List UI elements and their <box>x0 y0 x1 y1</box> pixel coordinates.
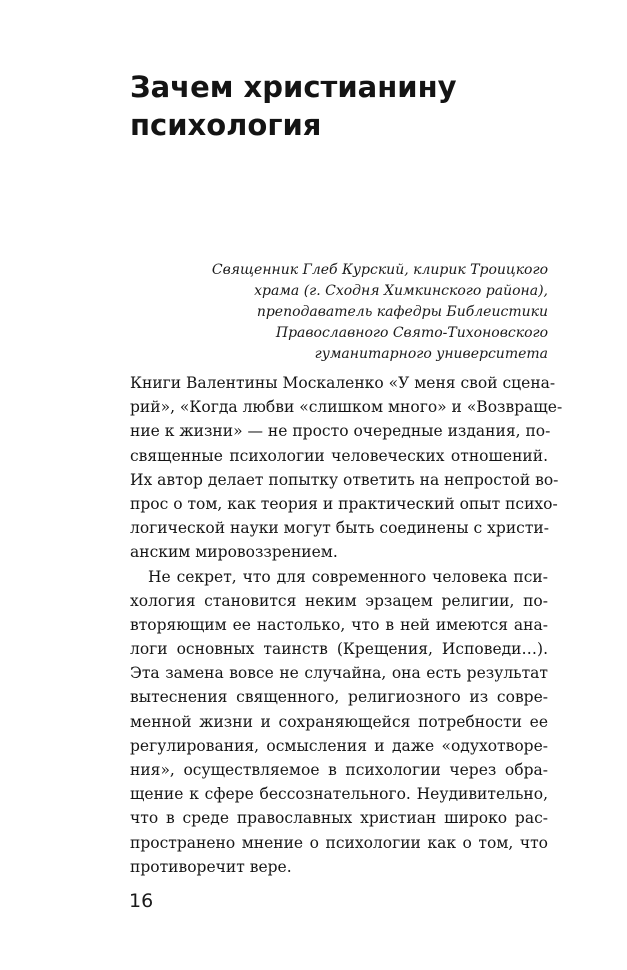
text-line: священные психологии человеческих отношений. <box>130 446 548 465</box>
author-attribution <box>108 260 548 365</box>
attribution-line: храма (г. Сходня Химкинского района), <box>254 283 548 299</box>
chapter-title-line-1: Зачем христианину <box>130 70 457 104</box>
text-line: пространено мнение о психологии как о том, что <box>130 833 548 852</box>
body-text <box>130 371 563 879</box>
attribution-line: преподаватель кафедры Библеистики <box>256 304 548 320</box>
attribution-line: гуманитарного университета <box>314 346 548 362</box>
chapter-title-line-2: психология <box>130 108 322 142</box>
paragraph-2 <box>130 565 548 879</box>
text-line: Их автор делает попытку ответить на непростой во- <box>130 470 559 489</box>
text-line: логической науки могут быть соединены с христи- <box>130 519 549 538</box>
text-line: логи основных таинств (Крещения, Исповеди…). <box>130 640 548 659</box>
text-line: Эта замена вовсе не случайна, она есть результат <box>130 664 548 683</box>
text-line: щение к сфере бессознательного. Неудивительно, <box>130 785 548 804</box>
text-line: менной жизни и сохраняющейся потребности ее <box>130 712 548 731</box>
attribution-line: Православного Свято-Тихоновского <box>275 325 548 341</box>
attribution-line: Священник Глеб Курский, клирик Троицкого <box>211 262 548 278</box>
text-line: регулирования, осмысления и даже «одухотворе- <box>130 736 548 755</box>
text-line: вторяющим ее настолько, что в ней имеются ана- <box>130 615 548 634</box>
page-number: 16 <box>129 890 154 912</box>
text-line: что в среде православных христиан широко рас- <box>130 809 548 828</box>
chapter-title <box>130 68 570 144</box>
text-line: анским мировоззрением. <box>130 543 338 562</box>
text-line: ние к жизни» — не просто очередные издания, по- <box>130 422 551 441</box>
text-line: Не секрет, что для современного человека пси- <box>148 567 548 586</box>
paragraph-1 <box>130 371 563 565</box>
text-line: вытеснения священного, религиозного из совре- <box>130 688 548 707</box>
text-line: ния», осуществляемое в психологии через обра- <box>130 761 548 779</box>
text-line: Книги Валентины Москаленко «У меня свой сцена- <box>130 374 556 392</box>
text-line: хология становится неким эрзацем религии, по- <box>130 591 548 610</box>
text-line: прос о том, как теория и практический опыт психо- <box>130 494 558 513</box>
text-line: рий», «Когда любви «слишком много» и «Возвраще- <box>130 398 563 417</box>
text-line: противоречит вере. <box>130 857 292 876</box>
